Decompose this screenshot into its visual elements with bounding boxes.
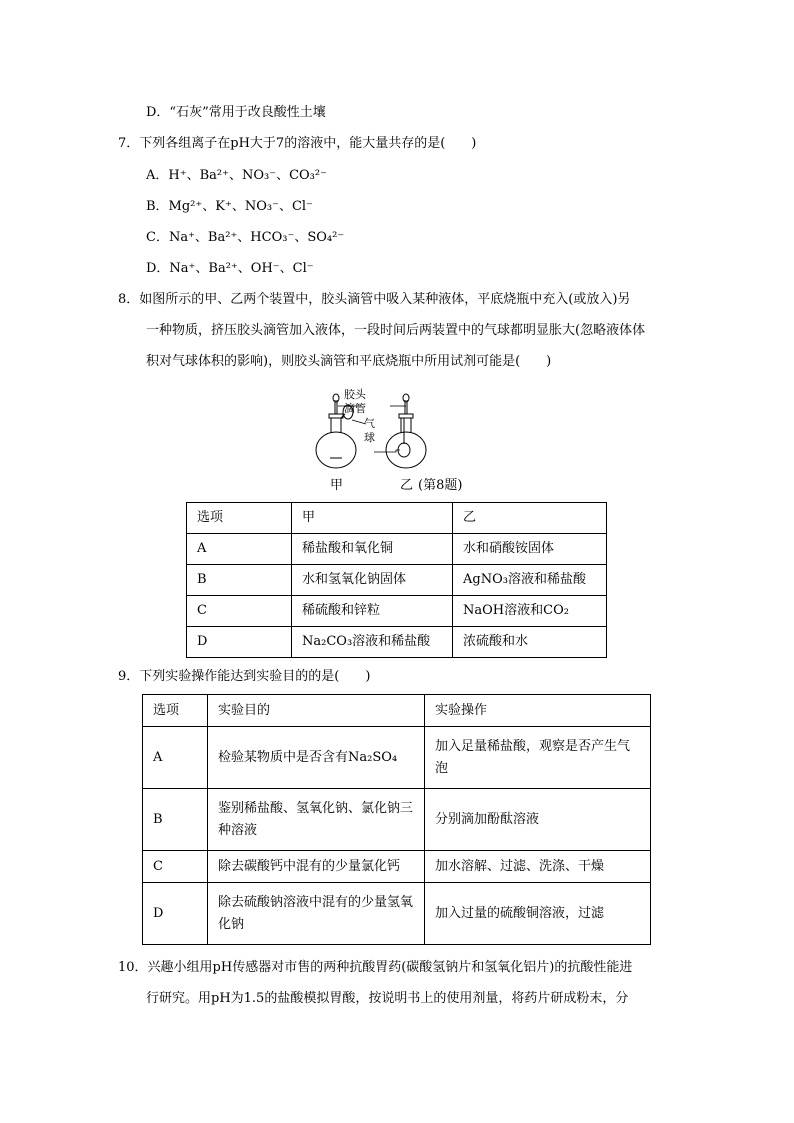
q8-apparatus-figure <box>300 384 500 494</box>
table-row <box>187 565 607 596</box>
table-cell: 水和硝酸铵固体 <box>453 534 607 565</box>
table-cell: 除去碳酸钙中混有的少量氯化钙 <box>208 851 425 883</box>
table-cell: A <box>143 727 208 789</box>
table-cell: 加入过量的硫酸铜溶液，过滤 <box>425 883 651 945</box>
table-cell: Na₂CO₃溶液和稀盐酸 <box>292 627 453 658</box>
q10-stem-line-2: 行研究。用pH为1.5的盐酸模拟胃酸，按说明书上的使用剂量，将药片研成粉末，分 <box>146 991 629 1006</box>
table-row <box>143 883 651 945</box>
table-cell: C <box>187 596 292 627</box>
table-row <box>143 727 651 789</box>
header-cell: 选项 <box>143 695 208 727</box>
table-row <box>143 851 651 883</box>
q9-stem: 9．下列实验操作能达到实验目的的是( ) <box>118 669 371 684</box>
table-cell: 加水溶解、过滤、洗涤、干燥 <box>425 851 651 883</box>
table-header-row <box>143 695 651 727</box>
q7-option-b: B．Mg²⁺、K⁺、NO₃⁻、Cl⁻ <box>146 199 313 214</box>
header-cell: 甲 <box>292 503 453 534</box>
q7-option-a: A．H⁺、Ba²⁺、NO₃⁻、CO₃²⁻ <box>146 168 327 183</box>
label-balloon-2: 球 <box>364 431 375 444</box>
figure-caption: (第8题) <box>418 478 463 493</box>
header-cell: 实验操作 <box>425 695 651 727</box>
label-jia: 甲 <box>330 478 344 493</box>
header-cell: 乙 <box>453 503 607 534</box>
flask-yi <box>386 394 426 468</box>
q9-options-table <box>142 694 651 945</box>
table-cell: B <box>143 789 208 851</box>
table-row <box>187 534 607 565</box>
q7-stem: 7．下列各组离子在pH大于7的溶液中，能大量共存的是( ) <box>118 136 477 151</box>
table-cell: 浓硫酸和水 <box>453 627 607 658</box>
label-yi: 乙 <box>400 478 414 493</box>
table-header-row <box>187 503 607 534</box>
table-cell: D <box>187 627 292 658</box>
table-cell: 分别滴加酚酞溶液 <box>425 789 651 851</box>
table-cell: 加入足量稀盐酸，观察是否产生气泡 <box>425 727 651 789</box>
q8-options-table <box>186 502 607 658</box>
table-cell: AgNO₃溶液和稀盐酸 <box>453 565 607 596</box>
table-cell: C <box>143 851 208 883</box>
label-dropper-1: 胶头 <box>344 388 366 401</box>
table-cell: 水和氢氧化钠固体 <box>292 565 453 596</box>
table-cell: A <box>187 534 292 565</box>
table-cell: 鉴别稀盐酸、氢氧化钠、氯化钠三种溶液 <box>208 789 425 851</box>
q10-stem-line-1: 10．兴趣小组用pH传感器对市售的两种抗酸胃药(碳酸氢钠片和氢氧化铝片)的抗酸性能进 <box>118 960 633 975</box>
q7-option-c: C．Na⁺、Ba²⁺、HCO₃⁻、SO₄²⁻ <box>146 230 345 245</box>
table-cell: 除去硫酸钠溶液中混有的少量氢氧化钠 <box>208 883 425 945</box>
table-cell: 稀盐酸和氧化铜 <box>292 534 453 565</box>
table-cell: B <box>187 565 292 596</box>
q7-option-d: D．Na⁺、Ba²⁺、OH⁻、Cl⁻ <box>146 261 314 276</box>
table-cell: NaOH溶液和CO₂ <box>453 596 607 627</box>
table-cell: D <box>143 883 208 945</box>
table-cell: 稀硫酸和锌粒 <box>292 596 453 627</box>
q6-option-d: D．“石灰”常用于改良酸性土壤 <box>146 105 326 120</box>
table-row <box>187 596 607 627</box>
label-dropper-2: 滴管 <box>344 402 366 415</box>
q8-stem-line-2: 一种物质，挤压胶头滴管加入液体，一段时间后两装置中的气球都明显胀大(忽略液体体 <box>146 323 646 338</box>
table-row <box>187 627 607 658</box>
header-cell: 实验目的 <box>208 695 425 727</box>
label-balloon-1: 气 <box>364 417 375 430</box>
table-row <box>143 789 651 851</box>
header-cell: 选项 <box>187 503 292 534</box>
q8-stem-line-1: 8．如图所示的甲、乙两个装置中，胶头滴管中吸入某种液体，平底烧瓶中充入(或放入)另 <box>118 292 631 307</box>
q8-stem-line-3: 积对气球体积的影响)，则胶头滴管和平底烧瓶中所用试剂可能是( ) <box>146 354 552 369</box>
table-cell: 检验某物质中是否含有Na₂SO₄ <box>208 727 425 789</box>
